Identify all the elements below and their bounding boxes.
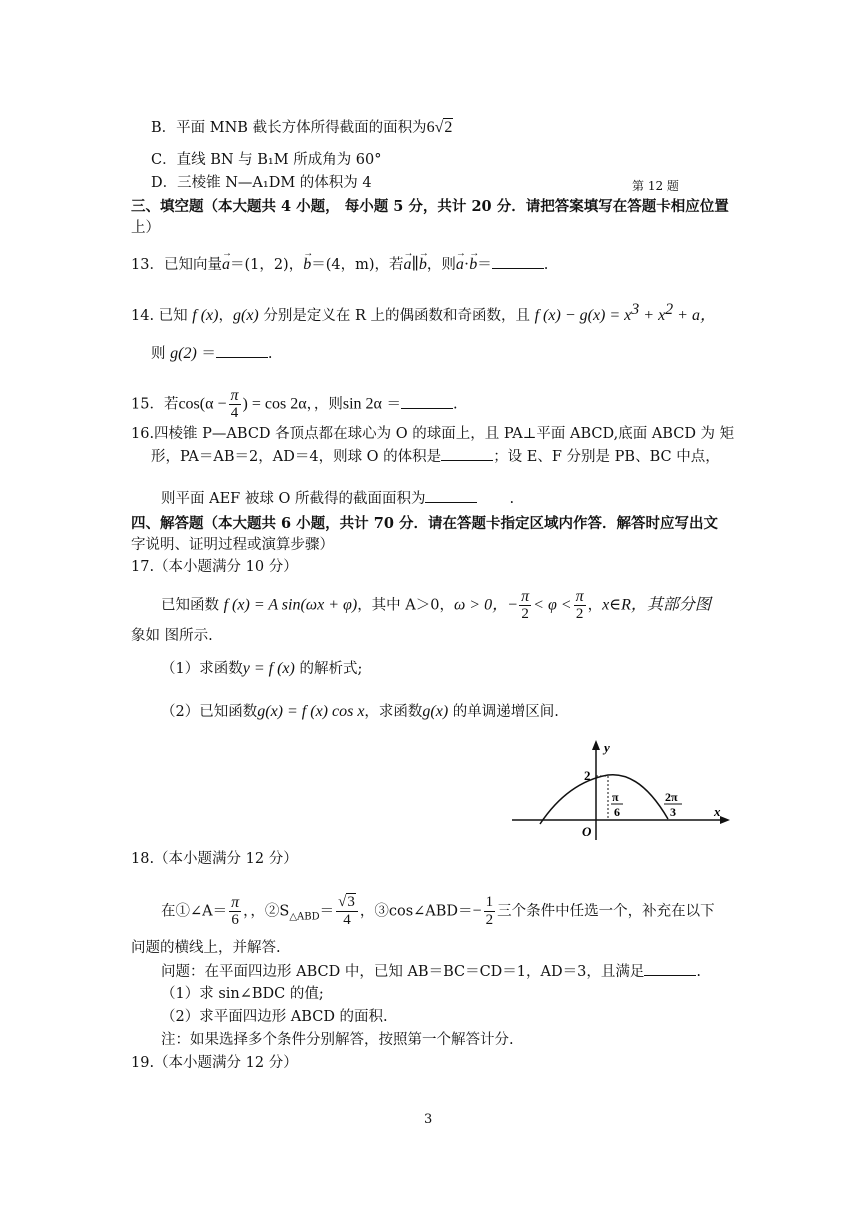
section-4-heading-cont: 字说明、证明过程或演算步骤） [131,537,334,553]
option-c: C．直线 BN 与 B₁M 所成角为 60° [151,152,382,168]
y-axis-arrow [592,740,600,750]
question-18-part1: （1）求 sin∠BDC 的值; [161,986,324,1002]
answer-blank-16b[interactable] [425,488,477,503]
question-15: 15．若cos(α − $\frac{\pi}{4}$ ) = cos 2α，，则sin 2α ＝ . [131,387,458,421]
max-value-label: 2 [584,768,591,783]
question-18-conditions: 在①∠A＝ $\frac{\pi}{6}$ ，，$②S_{\triangle ABD}=$ $\frac{√3}{4}$ ，③cos∠ABD＝− $\frac{1}{2}$ 三个条件中任选一个，补充在以下 [161,894,715,928]
answer-blank-14[interactable] [216,343,268,358]
answer-blank-16a[interactable] [441,446,493,461]
question-17-body-cont: 象如 图所示. [131,628,213,644]
question-17-part1: （1）求函数y = f (x) 的解析式; [161,660,363,677]
question-18-header: 18.（本小题满分 12 分） [131,851,298,867]
question-14-cont: 则 g(2) ＝ . [151,345,273,362]
y-axis-label: y [604,740,610,755]
page-number: 3 [424,1112,433,1127]
answer-blank-18[interactable] [644,961,696,976]
question-17-header: 17.（本小题满分 10 分） [131,559,298,575]
question-18-problem: 问题：在平面四边形 ABCD 中，已知 AB＝BC＝CD＝1，AD＝3，且满足 . [161,961,701,982]
function-graph [508,736,734,844]
question-17-part2: （2）已知函数g(x) = f (x) cos x，求函数g(x) 的单调递增区间. [161,703,559,720]
option-b-text: B．平面 MNB 截长方体所得截面的面积为 [151,120,427,136]
x-axis-arrow [720,816,730,824]
question-16-line3: 则平面 AEF 被球 O 所截得的截面面积为 . [161,488,514,509]
figure-caption-12: 第 12 题 [632,179,679,193]
question-18-part2: （2）求平面四边形 ABCD 的面积. [161,1009,388,1025]
question-19-header: 19.（本小题满分 12 分） [131,1055,298,1071]
question-18-cont: 问题的横线上，并解答. [131,940,281,956]
question-14: 14. 已知 f (x)，g(x) 分别是定义在 R 上的偶函数和奇函数，且 f $(x) - g(x) = x^3 + x^2 + a$， [131,301,716,324]
section-3-heading-cont: 上） [131,220,160,236]
tick-2pi3-den: 3 [670,805,676,819]
option-b-value: 6√2 [426,119,453,136]
tick-pi6-den: 6 [614,805,620,819]
answer-blank-13[interactable] [492,254,544,269]
answer-blank-15[interactable] [401,394,453,409]
section-3-heading: 三、填空题（本大题共 4 小题， 每小题 5 分，共计 20 分．请把答案填写在答题卡相应位置 [131,198,729,215]
tick-2pi3-num: 2π [665,790,678,804]
x-axis-label: x [714,804,721,819]
sine-curve [540,775,668,824]
question-16-line2: 形，PA＝AB＝2，AD＝4，则球 O 的体积是 ；设 E、F 分别是 PB、BC 中点， [151,446,720,467]
origin-label: O [582,824,592,839]
option-b [151,118,453,138]
tick-pi6-num: π [612,790,619,804]
question-17-body: 已知函数 f (x) = A sin(ωx + φ)，其中 A＞0，ω > 0，− $\frac{\pi}{2}$ < φ < $\frac{\pi}{2}$ ，x∈R，其部分图 [161,588,711,622]
section-4-heading: 四、解答题（本大题共 6 小题，共计 70 分．请在答题卡指定区域内作答．解答时应写出文 [131,515,718,532]
option-d: D．三棱锥 N—A₁DM 的体积为 4 [151,175,372,191]
question-13: 13．已知向量→ a＝(1，2)，→ b＝(4，m)，若→ a∥→ b，则→ a·→ b＝ . [131,254,548,275]
question-18-note: 注：如果选择多个条件分别解答，按照第一个解答计分. [161,1032,514,1048]
question-16: 16.四棱锥 P—ABCD 各顶点都在球心为 O 的球面上，且 PA⊥平面 ABCD,底面 ABCD 为 矩 [131,426,735,442]
